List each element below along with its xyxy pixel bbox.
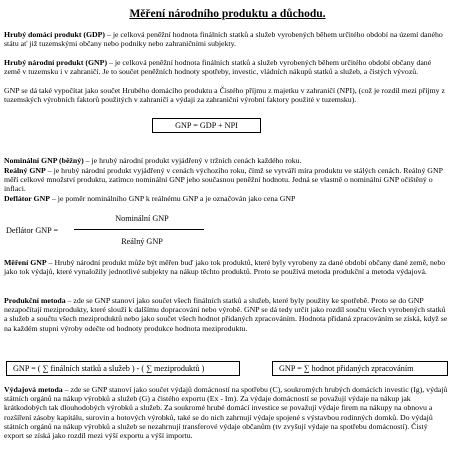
nominal-term: Nominální GNP (běžný): [4, 156, 84, 165]
deflator-term: Deflátor GNP: [4, 194, 50, 203]
gdp-text: – je celková peněžní hodnota finálních statků a služeb vyrobených během určitého období na území daného státu ať již tuzemskými občany nebo podniky nebo zahraničními subjekty.: [4, 30, 443, 49]
deflator-definition: [4, 194, 449, 203]
deflator-text: – je poměr nominálního GNP k reálnému GNP a je označován jako cena GNP: [49, 194, 296, 203]
gnp-definition: [4, 58, 449, 76]
gnp-calculation: GNP se dá také vypočítat jako součet Hrubého domácího produktu a Čistého příjmu z majetku v zahraničí (NPI), (což je rozdíl mezi příjmy z tuzemských výrobních faktorů použitých v zahraničí a výdaji za zahraniční výrobní faktory použité v tuzemsku).: [4, 86, 445, 105]
fraction-line: [74, 229, 204, 230]
gnp-term: Hrubý národní produkt (GNP): [4, 58, 108, 67]
real-gnp-definition: [4, 166, 449, 194]
formula-production-box-1: GNP = ( ∑ finálních statků a služeb ) - ( ∑ meziproduktů ): [6, 361, 240, 376]
production-term: Produkční metoda: [4, 296, 66, 305]
measuring-gnp-paragraph: [4, 258, 449, 276]
gnp-text: – je celková peněžní hodnota finálních statků a služeb vyrobených během určitého období občany dané země v tuzemsku i v zahraničí. Je to součet peněžních hodnoty spotřeby, investic, vládních nákupů statků a služeb, a čistých vývozů.: [4, 58, 432, 77]
expenditure-method-paragraph: [4, 385, 449, 440]
expenditure-text: – zde se GNP stanoví jako součet výdajů domácností na spotřebu (C), soukromých hrubých domácích investic (Ig), výdajů státních orgánů na nákup výrobků a služeb (G) a čistého exportu (Ex - Im). Za výdaje domácností se považují výdaje na nákup jak krátkodobých tak dlouhodobých výrobků a služeb. Za soukromé hrubé domácí investice se považují výdaje firem na nákupy na obnovu a rozšíření zásoby kapitálu, surovin a hotových výrobků, také se do nich zahrnují výdaje spojené s výstavbou rodinných domků. Do výdajů státních orgánů na nákup výrobků a služeb se nezahrnují transferové výdaje občanům (tv zvyšují výdaje na spotřebu domácností). Čistý export se získá jako rozdíl mezi výší exportu a výší importu.: [4, 385, 448, 441]
formula-production-box-2: GNP = ∑ hodnot přidaných zpracováním: [272, 361, 448, 376]
nominal-text: – je hrubý národní produkt vyjádřený v tržních cenách každého roku.: [83, 156, 302, 165]
deflator-denominator: Reálný GNP: [121, 237, 163, 246]
gdp-definition: [4, 30, 449, 48]
expenditure-term: Výdajová metoda: [4, 385, 63, 394]
nominal-gnp-definition: [4, 156, 449, 165]
measuring-term: Měření GNP: [4, 258, 47, 267]
deflator-numerator: Nominální GNP: [115, 214, 169, 223]
gdp-term: Hrubý domácí produkt (GDP): [4, 30, 106, 39]
measuring-text: – Hrubý národní produkt může být měřen buď jako tok produktů, které byly vyrobeny za dané období občany dané země, nebo jako tok výdajů, které vynaložily jednotlivé subjekty na nákup těchto produktů. Proto se používá metoda produkční a metoda výdajová.: [4, 258, 446, 277]
formula-gnp-box: GNP = GDP + NPI: [152, 118, 261, 133]
real-text: – je hrubý národní produkt vyjádřený v cenách výchozího roku, čímž se vytváří míra produktu ve stálých cenách. Reálný GNP měří celkové množství produktu, zatímco nominální GNP jeho současnou peněžní hodnotu. Jedná se vlastně o nominální GNP očištěný o inflaci.: [4, 166, 443, 194]
production-method-paragraph: [4, 296, 449, 333]
deflator-formula-lhs: Deflátor GNP =: [6, 226, 59, 235]
real-term: Reálný GNP: [4, 166, 46, 175]
page-title: Měření národního produktu a důchodu.: [129, 8, 326, 20]
production-text: – zde se GNP stanoví jako součet všech finálních statků a služeb, které byly použity ke spotřebě. Proto se do GNP nezapočítají meziprodukty, které slouží k dalšímu dopracování nebo výrobě. GNP se dá tedy určit jako rozdíl součtu všech vyrobených statků a služeb a součtu všech meziproduktů nebo jako součet všech hodnot přidaných zpracováním. Hodnota přidaná zpracováním se získá, když se na každém stupni výroby odečte od hodnoty produkce hodnota meziproduktu.: [4, 296, 448, 333]
